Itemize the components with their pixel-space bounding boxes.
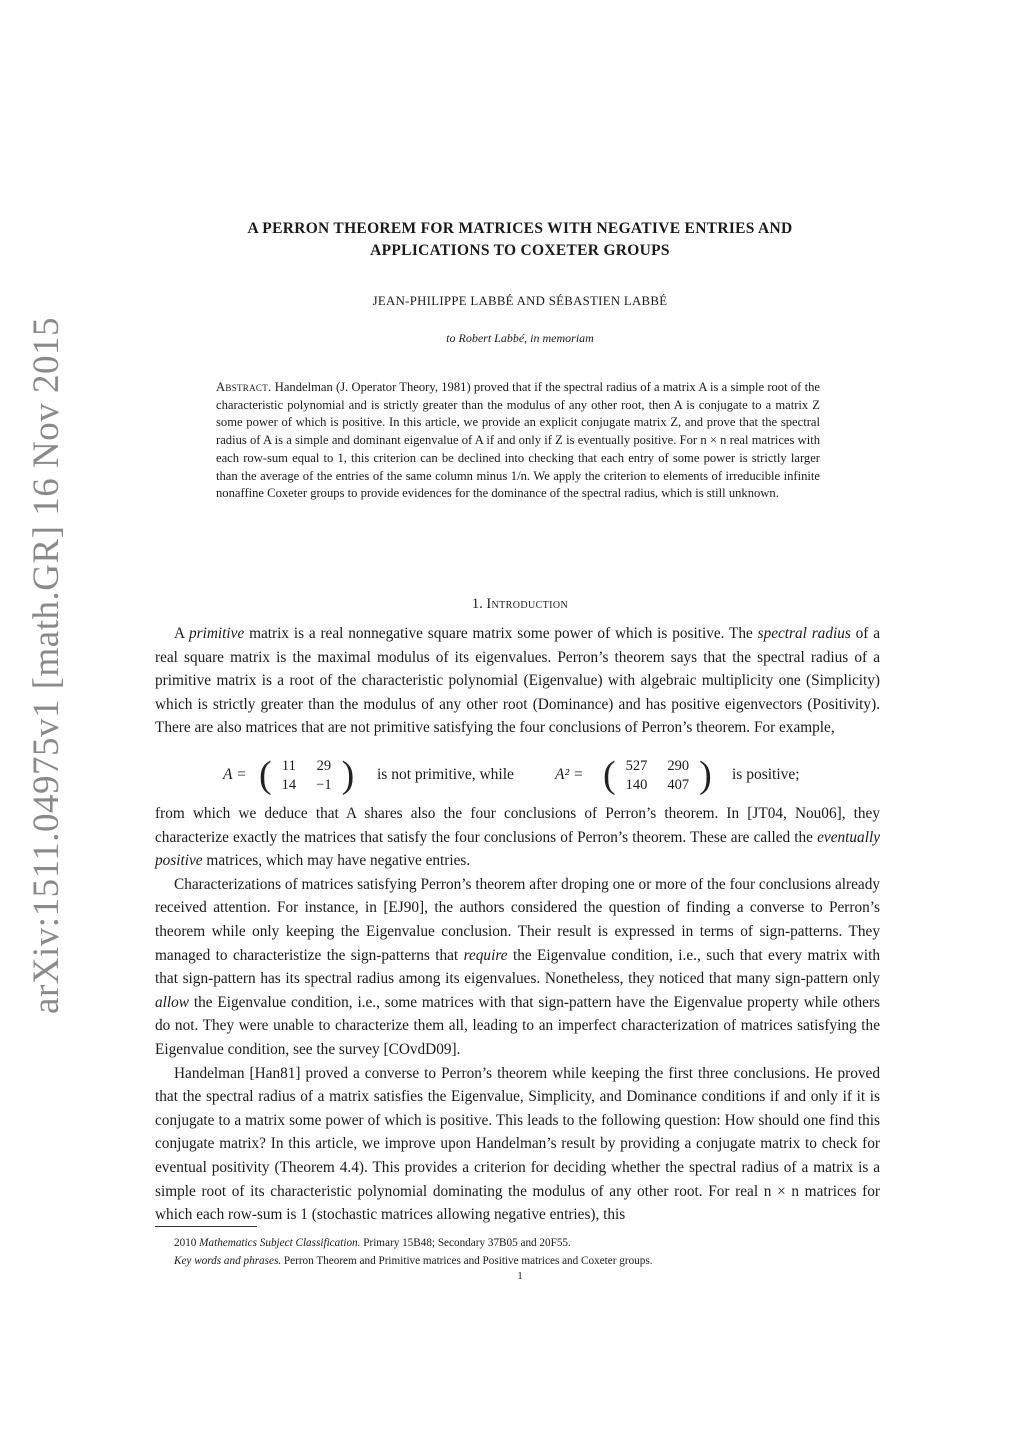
p3-text-c: the Eigenvalue condition, i.e., such that every matrix with that sign-pattern has its spectral radius among its eigenvalues. Nonetheless, they noticed that many sign-pattern only <box>155 946 880 988</box>
msc-label: Mathematics Subject Classification. <box>199 1237 361 1249</box>
keywords-label: Key words and phrases. <box>174 1255 282 1267</box>
term-eventually-positive: eventually positive <box>155 828 880 870</box>
section-title: Introduction <box>486 596 569 612</box>
right-paren: ) <box>341 754 355 796</box>
paper-title <box>150 218 890 262</box>
intro-text-block-2 <box>155 802 880 1227</box>
paragraph-4: Handelman [Han81] proved a converse to Perron’s theorem while keeping the first three conclusions. He proved that the spectral radius of a matrix satisfies the Eigenvalue, Simplicity, and Dominance conditions if and only if it is conjugate to a matrix some power of which is positive. This leads to the following question: How should one find this conjugate matrix? In this article, we improve upon Handelman’s result by providing a conjugate matrix to check for eventual positivity (Theorem 4.4). This provides a criterion for deciding whether the spectral radius of a matrix is a simple root of its characteristic polynomial dominating the modulus of any other root. For real n × n matrices for which each row-sum is 1 (stochastic matrices allowing negative entries), this <box>155 1064 880 1224</box>
arxiv-identifier-text: arXiv:1511.04975v1 [math.GR] 16 Nov 2015 <box>25 316 67 1014</box>
footnote-msc <box>155 1234 880 1252</box>
matrix-entry: 290 <box>667 757 690 774</box>
matrix-a <box>259 752 354 798</box>
matrix-entry: 29 <box>316 757 332 774</box>
term-require: require <box>463 946 508 964</box>
abstract-text: Handelman (J. Operator Theory, 1981) proved that if the spectral radius of a matrix A is a simple root of the characteristic polynomial and is strictly greater than the modulus of any other root, then A is conjugate to a matrix Z some power of which is positive. In this article, we provide an explicit conjugate matrix Z, and prove that the spectral radius of A is a simple and dominant eigenvalue of A if and only if Z is eventually positive. For n × n real matrices with each row-sum equal to 1, this criterion can be declined into checking that each entry of some power is strictly larger than the average of the entries of the same column minus 1/n. We apply the criterion to elements of irreducible infinite nonaffine Coxeter groups to provide evidences for the dominance of the spectral radius, which is still unknown. <box>216 380 820 501</box>
eq-text-not-primitive <box>377 752 514 798</box>
left-paren: ( <box>603 754 616 796</box>
left-paren: ( <box>259 754 272 796</box>
intro-text-block-1 <box>155 622 880 740</box>
page-number: 1 <box>517 1270 523 1282</box>
term-spectral-radius: spectral radius <box>757 625 851 642</box>
term-allow: allow <box>155 993 189 1011</box>
eq-text-1: is not primitive, while <box>377 766 514 783</box>
msc-text: Primary 15B48; Secondary 37B05 and 20F55. <box>360 1237 571 1249</box>
paragraph-3 <box>155 873 880 1062</box>
p2-text-c: matrices, which may have negative entries. <box>202 852 471 870</box>
eq-lhs-a <box>223 752 247 798</box>
keywords-text: Perron Theorem and Primitive matrices and Positive matrices and Coxeter groups. <box>281 1255 653 1267</box>
title-line-2: APPLICATIONS TO COXETER GROUPS <box>370 242 670 259</box>
abstract-label: Abstract. <box>216 380 272 394</box>
section-heading <box>150 596 890 613</box>
msc-year: 2010 <box>174 1237 200 1249</box>
term-primitive: primitive <box>189 625 245 642</box>
eq-label-a: A = <box>223 766 247 783</box>
footnote-keywords <box>155 1252 880 1270</box>
matrix-entry: 11 <box>281 757 296 774</box>
title-line-1: A PERRON THEOREM FOR MATRICES WITH NEGATIVE ENTRIES AND <box>247 220 793 237</box>
matrix-entry: 140 <box>625 776 648 793</box>
matrix-entry: 527 <box>625 757 648 774</box>
p1-text-c: matrix is a real nonnegative square matrix some power of which is positive. The <box>244 625 758 642</box>
eq-text-2: is positive; <box>732 766 800 783</box>
footnotes <box>155 1234 880 1270</box>
abstract <box>216 379 820 503</box>
p1-text-e: of a real square matrix is the maximal modulus of its eigenvalues. Perron’s theorem says that the spectral radius of a primitive matrix is a root of the characteristic polynomial (Eigenvalue) with algebraic multiplicity one (Simplicity) which is strictly greater than the modulus of any other root (Dominance) and has positive eigenvectors (Positivity). There are also matrices that are not primitive satisfying the four conclusions of Perron’s theorem. For example, <box>155 625 880 737</box>
author-list: JEAN-PHILIPPE LABBÉ AND SÉBASTIEN LABBÉ <box>372 294 668 308</box>
paragraph-1 <box>155 622 880 740</box>
section-number: 1. <box>471 596 483 612</box>
matrix-a-entries <box>282 757 332 794</box>
p3-text-a: Characterizations of matrices satisfying Perron’s theorem after droping one or more of the four conclusions already received attention. For instance, in [EJ90], the authors considered the question of finding a converse to Perron’s theorem while only keeping the Eigenvalue conclusion. Their result is expressed in terms of sign-patterns. They managed to characteristize the sign-patterns that <box>155 875 880 964</box>
eq-text-positive <box>732 752 800 798</box>
matrix-entry: 407 <box>667 776 690 793</box>
eq-label-a2: A² = <box>555 766 584 783</box>
arxiv-identifier-stamp <box>18 280 74 1050</box>
display-equation <box>155 752 880 798</box>
footnote-rule <box>155 1226 257 1227</box>
eq-lhs-a-squared <box>555 752 583 798</box>
matrix-entry: −1 <box>316 776 332 793</box>
right-paren: ) <box>699 754 712 796</box>
paragraph-2 <box>155 802 880 873</box>
matrix-a-squared <box>603 752 712 798</box>
p3-text-e: the Eigenvalue condition, i.e., some matrices with that sign-pattern have the Eigenvalue property while others do not. They were unable to characterize them all, leading to an imperfect characterization of matrices satisfying the Eigenvalue condition, see the survey [COvdD09]. <box>155 993 880 1058</box>
p1-text-a: A <box>174 625 190 642</box>
matrix-entry: 14 <box>281 776 297 793</box>
dedication: to Robert Labbé, in memoriam <box>446 331 594 345</box>
p2-text-a: from which we deduce that A shares also the four conclusions of Perron’s theorem. In [JT04, Nou06], they characterize exactly the matrices that satisfy the four conclusions of Perron’s theorem. These are called the <box>155 805 880 846</box>
matrix-a2-entries <box>626 757 690 794</box>
